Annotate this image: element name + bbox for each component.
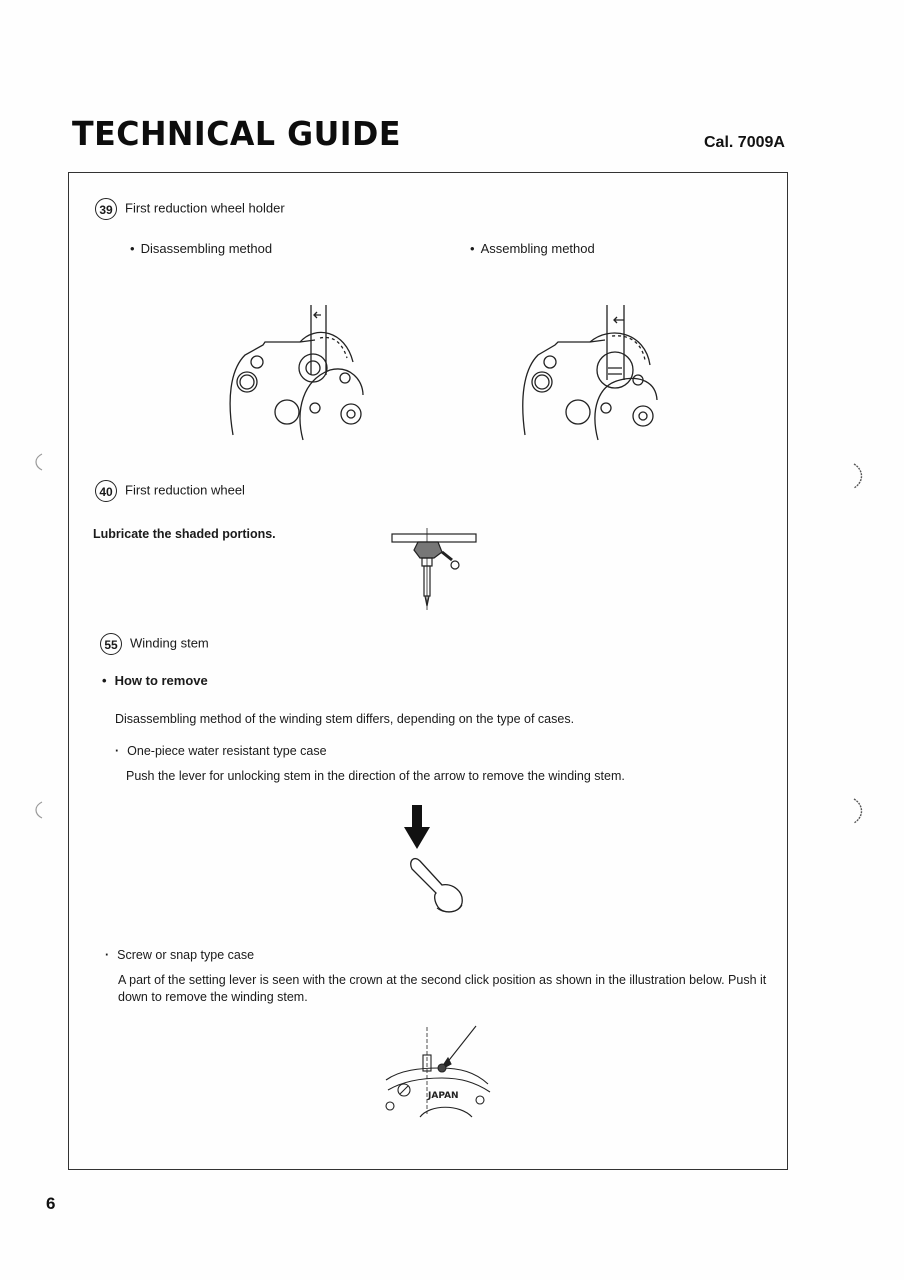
assembling-method-label: • Assembling method	[470, 241, 595, 256]
jewel-inner	[639, 412, 647, 420]
caliber-label: Cal. 7009A	[704, 134, 785, 151]
arrow-icon	[314, 312, 321, 318]
page-number: 6	[46, 1194, 56, 1213]
arrow-icon	[614, 317, 624, 323]
case-type-one-piece: · One-piece water resistant type case	[115, 744, 327, 758]
setting-lever-illustration	[380, 1022, 500, 1117]
hole-double-inner	[240, 375, 254, 389]
holder-arc	[590, 333, 650, 365]
binder-hole-mark	[850, 462, 870, 492]
assembling-illustration	[520, 300, 670, 440]
disassembling-illustration	[225, 300, 375, 440]
screw-slot	[400, 1086, 408, 1094]
holder-screw-inner	[306, 361, 320, 375]
binder-hole-mark	[30, 452, 50, 472]
hole-large	[566, 400, 590, 424]
section-number-badge: 40	[95, 480, 117, 502]
setting-lever-part	[438, 1064, 446, 1072]
pointer-arrow-shaft	[446, 1026, 476, 1064]
holder-screw	[299, 354, 327, 382]
section-55-heading	[100, 633, 209, 655]
hole	[386, 1102, 394, 1110]
section-number-badge: 55	[100, 633, 122, 655]
section-title: First reduction wheel holder	[125, 200, 285, 216]
wheel-plate	[392, 534, 476, 542]
holder-dash	[320, 337, 347, 358]
shaded-bearing	[414, 542, 442, 558]
subheading-text: How to remove	[114, 673, 208, 688]
hole	[601, 403, 611, 413]
movement-edge	[386, 1068, 488, 1084]
case-screw-snap-text: A part of the setting lever is seen with the crown at the second click position as shown in the illustration below. Push it down to remove the winding stem.	[118, 973, 767, 1004]
lubricate-instruction: Lubricate the shaded portions.	[93, 527, 276, 541]
movement-inner	[388, 1078, 490, 1092]
unlocking-lever-illustration	[400, 803, 470, 918]
japan-engraving: JAPAN	[428, 1091, 459, 1101]
holder-dash	[612, 336, 645, 360]
jewel-outer	[633, 406, 653, 426]
hole	[340, 373, 350, 383]
holder-screw	[597, 352, 633, 388]
jewel-outer	[341, 404, 361, 424]
down-arrow-icon	[404, 805, 430, 849]
disassembling-method-label: • Disassembling method	[130, 241, 272, 256]
case-one-piece-text: Push the lever for unlocking stem in the direction of the arrow to remove the winding stem.	[126, 769, 625, 783]
hole	[544, 356, 556, 368]
section-title: Winding stem	[130, 635, 209, 651]
oil-drop-head	[451, 561, 459, 569]
page-title: TECHNICAL GUIDE	[72, 114, 401, 153]
section-title: First reduction wheel	[125, 482, 245, 498]
jewel-inner	[347, 410, 355, 418]
oil-drop	[442, 552, 452, 560]
screw	[476, 1096, 484, 1104]
section-40-heading	[95, 480, 245, 502]
hole	[310, 403, 320, 413]
lever-shape	[411, 859, 463, 912]
how-to-remove-heading: • How to remove	[102, 673, 208, 688]
first-reduction-wheel-illustration	[390, 528, 480, 613]
hole	[251, 356, 263, 368]
hole-large	[275, 400, 299, 424]
case-type-screw-snap: · Screw or snap type case	[105, 948, 254, 962]
wheel-outline	[595, 378, 657, 440]
section-number-badge: 39	[95, 198, 117, 220]
winding-stem-intro: Disassembling method of the winding stem differs, depending on the type of cases.	[115, 712, 575, 726]
binder-hole-mark	[30, 800, 50, 820]
binder-hole-mark	[850, 797, 870, 827]
hole-double-inner	[535, 375, 549, 389]
section-39-heading	[95, 198, 285, 220]
wheel-arc	[420, 1107, 472, 1117]
plate-outline	[523, 340, 605, 435]
content-frame	[68, 172, 788, 1170]
screw-slot	[608, 368, 622, 374]
